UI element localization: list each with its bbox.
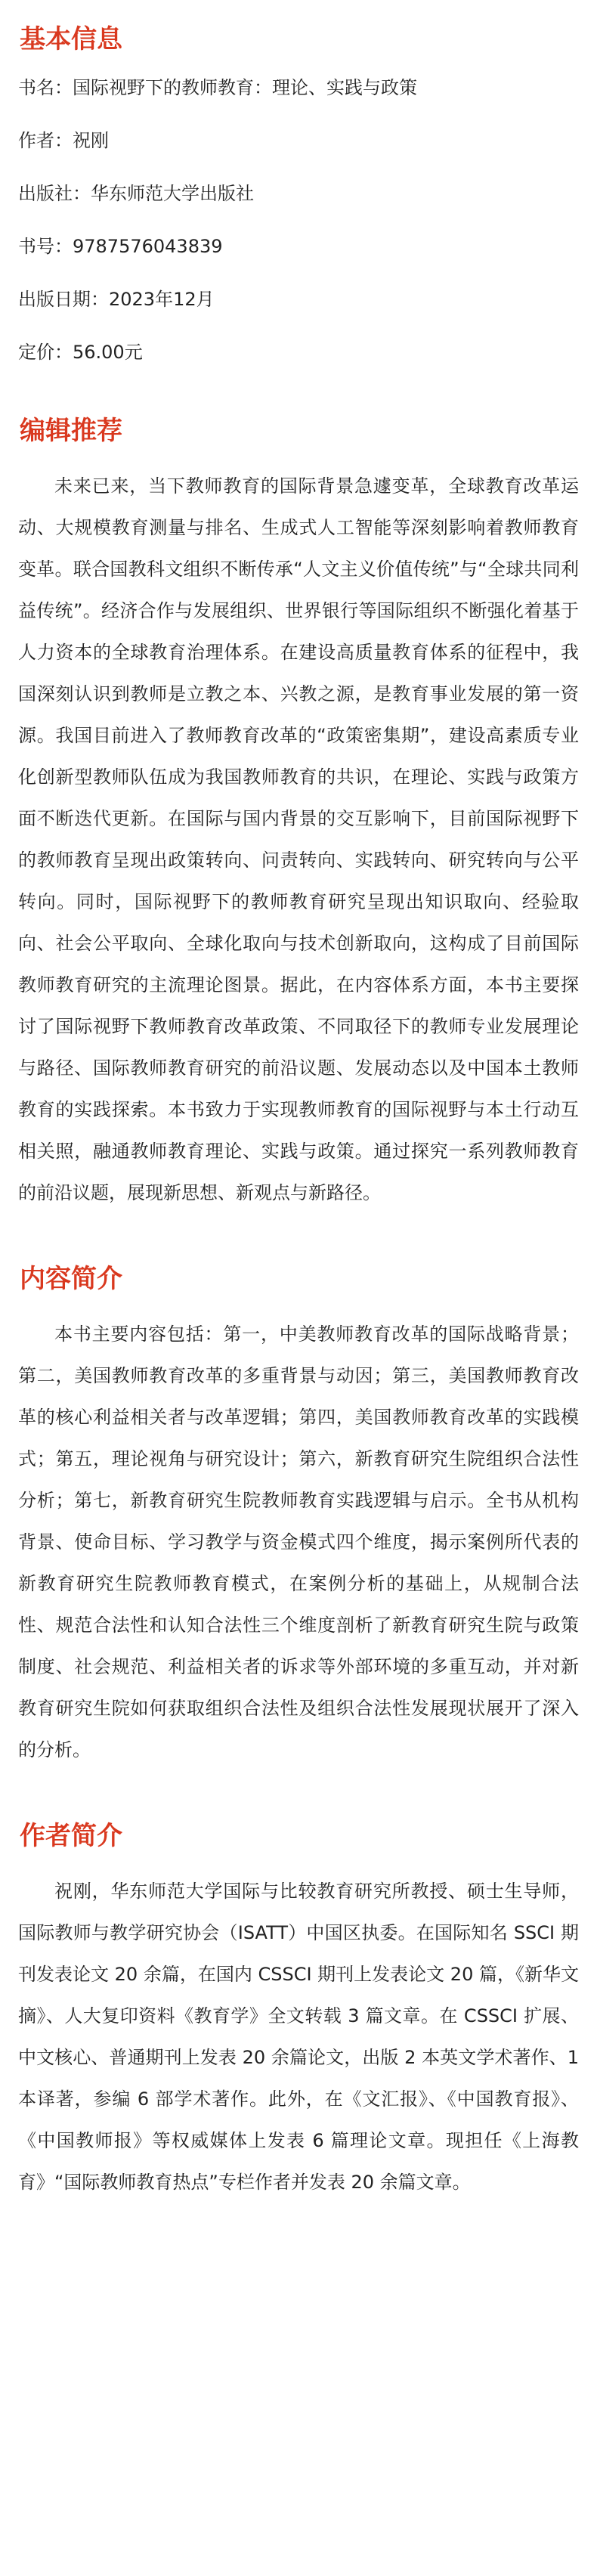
author-intro-heading: 作者简介 [20,1821,122,1851]
content-summary-heading: 内容简介 [20,1264,122,1294]
publisher-row: 出版社：华东师范大学出版社 [18,183,254,204]
author-row: 作者：祝刚 [18,130,109,151]
basic-info-list [18,74,579,366]
book-title-row: 书名：国际视野下的教师教育：理论、实践与政策 [18,77,417,98]
editor-recommendation-section [18,413,579,1214]
editor-recommendation-heading: 编辑推荐 [20,416,122,446]
content-summary-section [18,1261,579,1771]
basic-info-section [18,21,579,366]
basic-info-heading: 基本信息 [20,24,122,54]
pub-date-row: 出版日期：2023年12月 [18,289,215,310]
price-row: 定价：56.00元 [18,342,143,363]
author-intro-section [18,1818,579,2203]
isbn-row: 书号：9787576043839 [18,236,223,257]
content-summary-text: 本书主要内容包括：第一，中美教师教育改革的国际战略背景；第二，美国教师教育改革的多重背景与动因；第三，美国教师教育改革的核心利益相关者与改革逻辑；第四，美国教师教育改革的实践模式；第五，理论视角与研究设计；第六，新教育研究生院组织合法性分析；第七，新教育研究生院教师教育实践逻辑与启示。全书从机构背景、使命目标、学习教学与资金模式四个维度，揭示案例所代表的新教育研究生院教师教育模式，在案例分析的基础上，从规制合法性、规范合法性和认知合法性三个维度剖析了新教育研究生院与政策制度、社会规范、利益相关者的诉求等外部环境的多重互动，并对新教育研究生院如何获取组织合法性及组织合法性发展现状展开了深入的分析。 [18,1324,579,1760]
author-intro-text: 祝刚，华东师范大学国际与比较教育研究所教授、硕士生导师，国际教师与教学研究协会（ISATT）中国区执委。在国际知名 SSCI 期刊发表论文 20 余篇，在国内 CSSCI 期刊上发表论文 20 篇，《新华文摘》、人大复印资料《教育学》全文转载 3 篇文章。在 CSSCI 扩展、中文核心、普通期刊上发表 20 余篇论文，出版 2 本英文学术著作、1 本译著，参编 6 部学术著作。此外，在《文汇报》、《中国教育报》、《中国教师报》等权威媒体上发表 6 篇理论文章。现担任《上海教育》“国际教师教育热点”专栏作者并发表 20 余篇文章。 [18,1881,579,2193]
editor-recommendation-text: 未来已来，当下教师教育的国际背景急遽变革，全球教育改革运动、大规模教育测量与排名、生成式人工智能等深刻影响着教师教育变革。联合国教科文组织不断传承“人文主义价值传统”与“全球共同利益传统”。经济合作与发展组织、世界银行等国际组织不断强化着基于人力资本的全球教育治理体系。在建设高质量教育体系的征程中，我国深刻认识到教师是立教之本、兴教之源，是教育事业发展的第一资源。我国目前进入了教师教育改革的“政策密集期”，建设高素质专业化创新型教师队伍成为我国教师教育的共识，在理论、实践与政策方面不断迭代更新。在国际与国内背景的交互影响下，目前国际视野下的教师教育呈现出政策转向、问责转向、实践转向、研究转向与公平转向。同时，国际视野下的教师教育研究呈现出知识取向、经验取向、社会公平取向、全球化取向与技术创新取向，这构成了目前国际教师教育研究的主流理论图景。据此，在内容体系方面，本书主要探讨了国际视野下教师教育改革政策、不同取径下的教师专业发展理论与路径、国际教师教育研究的前沿议题、发展动态以及中国本土教师教育的实践探索。本书致力于实现教师教育的国际视野与本土行动互相关照，融通教师教育理论、实践与政策。通过探究一系列教师教育的前沿议题，展现新思想、新观点与新路径。 [18,475,579,1203]
